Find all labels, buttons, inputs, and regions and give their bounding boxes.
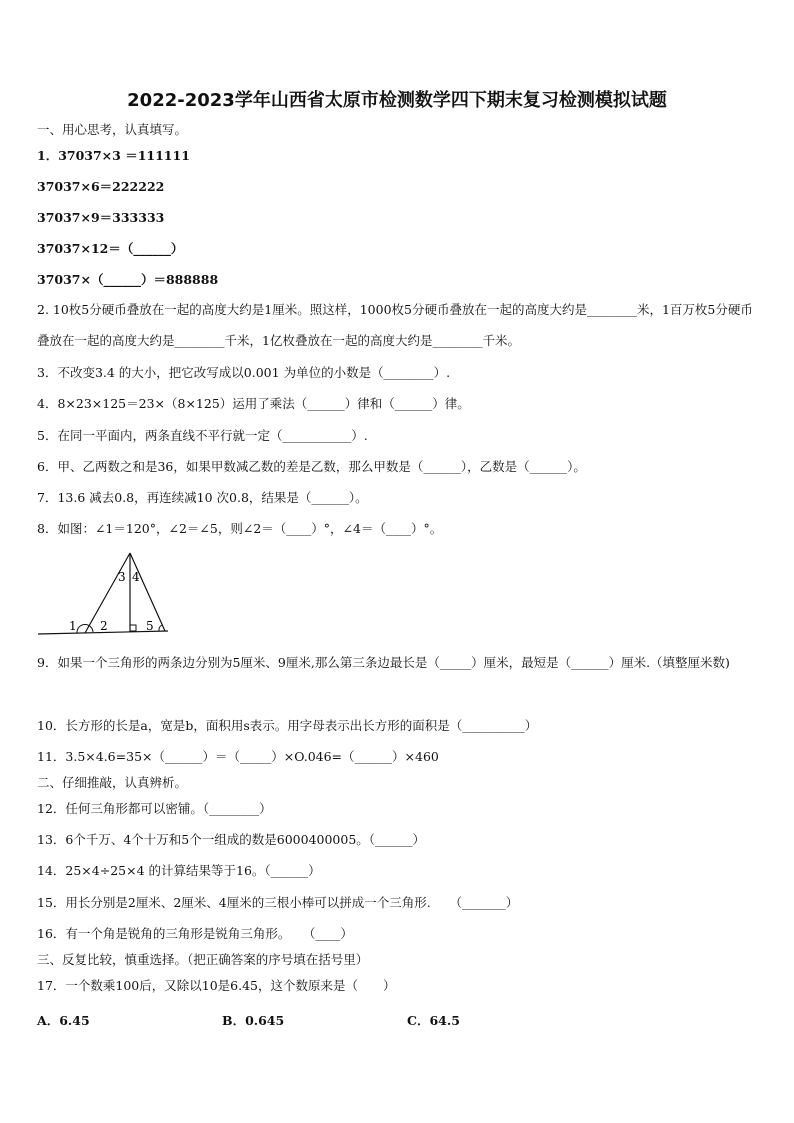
question-15: 15．用长分别是2厘米、2厘米、4厘米的三根小棒可以拼成一个三角形. （_______）: [37, 895, 519, 910]
option-b: B．0.645: [222, 1013, 285, 1028]
question-1-line-5: 37037×（______）＝888888: [37, 272, 219, 287]
page-title: 2022-2023学年山西省太原市检测数学四下期末复习检测模拟试题: [127, 90, 667, 111]
angle-label-5: 5: [146, 619, 154, 633]
question-12: 12．任何三角形都可以密铺。（________）: [37, 801, 272, 816]
question-17: 17．一个数乘100后，又除以10是6.45，这个数原来是（ ）: [37, 978, 396, 993]
question-13: 13．6个千万、4个十万和5个一组成的数是6000400005。（______）: [37, 832, 426, 847]
question-16: 16．有一个角是锐角的三角形是锐角三角形。 （____）: [37, 926, 353, 941]
question-2: 2. 10枚5分硬币叠放在一起的高度大约是1厘米。照这样，1000枚5分硬币叠放在一起的高度大约是________米，1百万枚5分硬币叠放在一起的高度大约是________千米，1亿枚叠放在一起的高度大约是________千米。: [37, 302, 753, 348]
angle-label-2: 2: [100, 619, 108, 633]
question-1-line-2: 37037×6＝222222: [37, 179, 165, 194]
section-heading-3: 三、反复比较，慎重选择。（把正确答案的序号填在括号里）: [37, 952, 369, 967]
question-8: 8．如图：∠1＝120°，∠2＝∠5，则∠2＝（____）°，∠4＝（____）°。: [37, 521, 443, 536]
section-heading-1: 一、用心思考，认真填写。: [37, 122, 188, 137]
option-c: C．64.5: [407, 1013, 460, 1028]
option-a: A．6.45: [37, 1013, 90, 1028]
angle-label-3: 3: [118, 570, 126, 584]
question-4: 4．8×23×125＝23×（8×125）运用了乘法（______）律和（______）律。: [37, 396, 470, 411]
question-5: 5．在同一平面内，两条直线不平行就一定（___________）.: [37, 428, 368, 443]
question-3: 3．不改变3.4 的大小，把它改写成以0.001 为单位的小数是（________）.: [37, 365, 451, 380]
question-1-line-4: 37037×12＝（______）: [37, 241, 184, 256]
section-heading-2: 二、仔细推敲，认真辨析。: [37, 775, 188, 790]
question-6: 6．甲、乙两数之和是36，如果甲数减乙数的差是乙数，那么甲数是（______），乙数是（______）。: [37, 459, 586, 474]
question-11: 11．3.5×4.6=35×（______）＝（_____）×O.046=（______）×460: [37, 749, 439, 764]
question-7: 7．13.6 减去0.8，再连续减10 次0.8，结果是（______）。: [37, 490, 368, 505]
angle-label-1: 1: [69, 619, 77, 633]
question-10: 10．长方形的长是a，宽是b，面积用s表示。用字母表示出长方形的面积是（__________）: [37, 718, 538, 733]
question-14: 14．25×4÷25×4 的计算结果等于16。（______）: [37, 863, 321, 878]
triangle-figure: [38, 550, 178, 644]
angle-label-4: 4: [132, 570, 140, 584]
question-9: 9．如果一个三角形的两条边分别为5厘米、9厘米,那么第三条边最长是（_____）厘米，最短是（______）厘米.（填整厘米数): [37, 655, 730, 670]
question-1-line-3: 37037×9＝333333: [37, 210, 165, 225]
question-1-line-1: 1．37037×3 ＝111111: [37, 148, 190, 163]
